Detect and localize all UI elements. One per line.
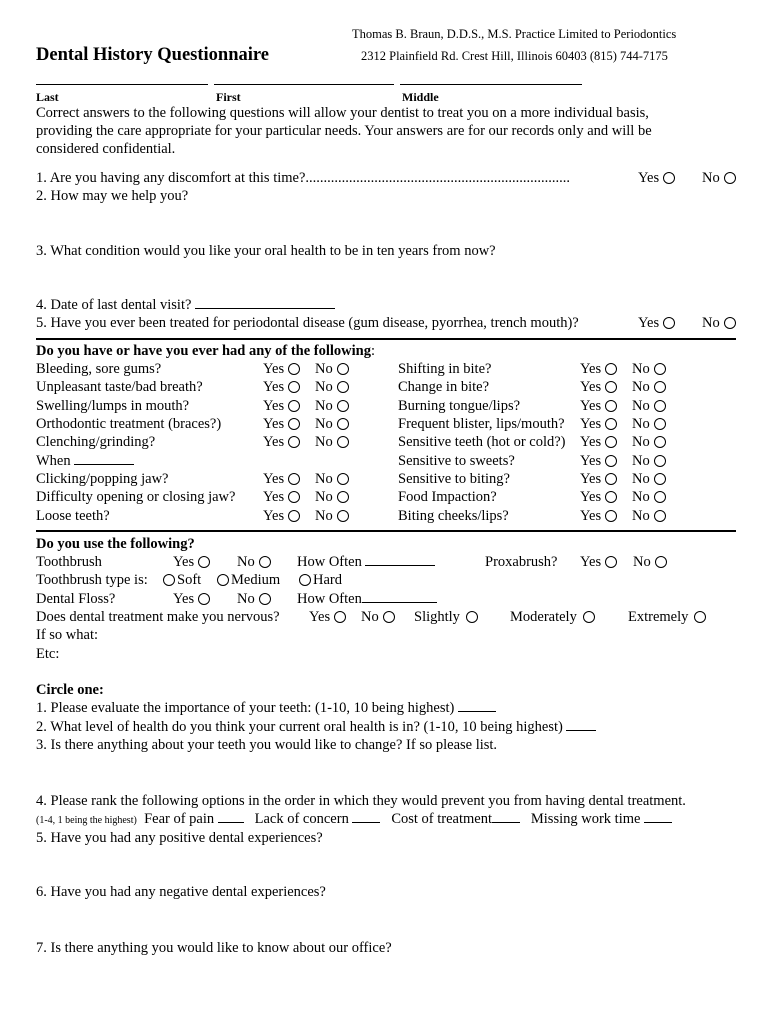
condition-right-0 [398, 361, 491, 378]
no-label: No [237, 591, 255, 607]
conditions-heading-text: Do you have or have you ever had any of the following [36, 343, 371, 359]
condition-label: Change in bite? [398, 379, 490, 395]
cond-left-yes-radio-4[interactable] [288, 436, 300, 448]
yes-label: Yes [638, 170, 660, 186]
cond-left-yes-6 [263, 471, 300, 488]
no-label: No [632, 379, 650, 395]
no-label: No [315, 416, 333, 432]
cond-left-no-radio-8[interactable] [337, 510, 349, 522]
cond-right-no-radio-4[interactable] [654, 436, 666, 448]
proxabrush-no [633, 554, 667, 571]
conditions-heading-colon: : [371, 343, 376, 359]
no-label: No [361, 609, 379, 625]
yes-label: Yes [638, 315, 660, 331]
condition-label: Burning tongue/lips? [398, 398, 521, 414]
cond-right-yes-radio-2[interactable] [605, 400, 617, 412]
no-label: No [632, 398, 650, 414]
question-1: 1. Are you having any discomfort at this time?......................................................................... [36, 170, 571, 186]
condition-left-4 [36, 434, 155, 451]
concern-rank-field[interactable] [352, 821, 380, 823]
no-label: No [315, 379, 333, 395]
floss-no-radio[interactable] [259, 593, 271, 605]
hard-label: Hard [313, 572, 342, 588]
cond-right-yes-4 [580, 434, 617, 451]
last-name-label: Last [36, 90, 59, 104]
cond-left-no-radio-2[interactable] [337, 400, 349, 412]
cond-left-no-6 [315, 471, 349, 488]
toothbrush-no [237, 554, 271, 571]
proxabrush-label: Proxabrush? [485, 554, 558, 570]
medium-label: Medium [231, 572, 281, 588]
cond-left-no-7 [315, 489, 349, 506]
condition-right-7 [398, 489, 497, 506]
q1-yes [638, 170, 675, 187]
first-name-field[interactable] [214, 84, 394, 85]
cond-right-no-radio-7[interactable] [654, 491, 666, 503]
cond-left-yes-8 [263, 508, 300, 525]
cond-left-yes-1 [263, 379, 300, 396]
health-level-field[interactable] [566, 729, 596, 731]
yes-label: Yes [580, 398, 602, 414]
nervous-moderately [510, 609, 595, 626]
condition-right-6 [398, 471, 510, 488]
cond-right-no-2 [632, 398, 666, 415]
moderately-label: Moderately [510, 609, 577, 625]
floss-yes [173, 591, 210, 608]
cond-right-yes-0 [580, 361, 617, 378]
when-label: When [36, 453, 71, 469]
q1-no-radio[interactable] [724, 172, 736, 184]
q1-no [702, 170, 736, 187]
intro-line-1: Correct answers to the following questions will allow your dentist to treat you on a more individual basis, [36, 105, 649, 121]
q5-no-radio[interactable] [724, 317, 736, 329]
circle-question-1 [36, 700, 496, 717]
condition-right-5 [398, 453, 515, 470]
yes-label: Yes [580, 471, 602, 487]
condition-label: Food Impaction? [398, 489, 497, 505]
cond-right-yes-radio-3[interactable] [605, 418, 617, 430]
how-often-label: How Often [297, 591, 362, 607]
toothbrush-no-radio[interactable] [259, 556, 271, 568]
cond-right-yes-radio-7[interactable] [605, 491, 617, 503]
condition-label: Difficulty opening or closing jaw? [36, 489, 236, 505]
floss-how-often [297, 591, 437, 608]
soft-label: Soft [177, 572, 202, 588]
condition-label: Clicking/popping jaw? [36, 471, 169, 487]
circle-question-6: 6. Have you had any negative dental experiences? [36, 884, 326, 900]
toothbrush-yes [173, 554, 210, 571]
question-3: 3. What condition would you like your oral health to be in ten years from now? [36, 243, 496, 259]
first-name-label: First [216, 90, 241, 104]
no-label: No [632, 471, 650, 487]
circle-question-1-text: 1. Please evaluate the importance of your teeth: (1-10, 10 being highest) [36, 700, 455, 716]
brush-soft [163, 572, 201, 589]
nervous-no-radio[interactable] [383, 611, 395, 623]
yes-label: Yes [309, 609, 331, 625]
no-label: No [315, 471, 333, 487]
yes-label: Yes [263, 489, 285, 505]
middle-name-field[interactable] [400, 84, 582, 85]
cond-left-yes-radio-7[interactable] [288, 491, 300, 503]
cond-left-no-radio-4[interactable] [337, 436, 349, 448]
yes-label: Yes [173, 554, 195, 570]
cond-right-no-1 [632, 379, 666, 396]
etc-label: Etc: [36, 646, 60, 662]
nervous-extremely [628, 609, 706, 626]
toothbrush-frequency-field[interactable] [365, 564, 435, 566]
circle-question-2-text: 2. What level of health do you think your current oral health is in? (1-10, 10 being highest) [36, 719, 563, 735]
cond-right-no-7 [632, 489, 666, 506]
no-label: No [702, 170, 720, 186]
floss-frequency-field[interactable] [362, 601, 437, 603]
toothbrush-yes-radio[interactable] [198, 556, 210, 568]
no-label: No [315, 361, 333, 377]
condition-label: Bleeding, sore gums? [36, 361, 162, 377]
yes-label: Yes [173, 591, 195, 607]
conditions-heading [36, 343, 375, 360]
cond-left-no-0 [315, 361, 349, 378]
no-label: No [632, 416, 650, 432]
yes-label: Yes [580, 554, 602, 570]
no-label: No [315, 508, 333, 524]
circle-heading: Circle one: [36, 682, 104, 698]
last-visit-field[interactable] [195, 307, 335, 309]
section-divider [36, 530, 736, 532]
cond-right-no-0 [632, 361, 666, 378]
cond-left-no-radio-6[interactable] [337, 473, 349, 485]
cond-right-yes-radio-5[interactable] [605, 455, 617, 467]
fear-label: Fear of pain [144, 811, 215, 827]
when-field[interactable] [74, 463, 134, 465]
cond-right-no-radio-0[interactable] [654, 363, 666, 375]
slightly-radio[interactable] [466, 611, 478, 623]
importance-field[interactable] [458, 710, 496, 712]
no-label: No [632, 508, 650, 524]
q5-yes-radio[interactable] [663, 317, 675, 329]
cond-left-no-8 [315, 508, 349, 525]
condition-label: Sensitive to biting? [398, 471, 510, 487]
brush-soft-radio[interactable] [163, 574, 175, 586]
condition-left-3 [36, 416, 221, 433]
cond-right-no-radio-2[interactable] [654, 400, 666, 412]
cond-right-no-5 [632, 453, 666, 470]
brush-medium-radio[interactable] [217, 574, 229, 586]
cond-left-yes-7 [263, 489, 300, 506]
cond-right-no-6 [632, 471, 666, 488]
cond-right-yes-radio-4[interactable] [605, 436, 617, 448]
cond-right-no-radio-1[interactable] [654, 381, 666, 393]
no-label: No [632, 434, 650, 450]
use-heading: Do you use the following? [36, 536, 195, 552]
yes-label: Yes [263, 508, 285, 524]
circle-question-7: 7. Is there anything you would like to know about our office? [36, 940, 392, 956]
brush-medium [217, 572, 280, 589]
cond-left-yes-radio-3[interactable] [288, 418, 300, 430]
yes-label: Yes [580, 361, 602, 377]
nervous-label: Does dental treatment make you nervous? [36, 609, 280, 625]
practice-name: Thomas B. Braun, D.D.S., M.S. Practice Limited to Periodontics [352, 27, 677, 41]
no-label: No [632, 489, 650, 505]
nervous-yes [309, 609, 346, 626]
condition-label: Shifting in bite? [398, 361, 492, 377]
toothbrush-label: Toothbrush [36, 554, 102, 570]
question-4 [36, 297, 335, 314]
condition-label: Loose teeth? [36, 508, 110, 524]
no-label: No [702, 315, 720, 331]
how-often-label: How Often [297, 554, 362, 570]
extremely-radio[interactable] [694, 611, 706, 623]
no-label: No [315, 434, 333, 450]
brush-type-label: Toothbrush type is: [36, 572, 148, 588]
cond-left-yes-3 [263, 416, 300, 433]
floss-no [237, 591, 271, 608]
section-divider [36, 338, 736, 340]
condition-left-1 [36, 379, 203, 396]
cond-left-no-radio-1[interactable] [337, 381, 349, 393]
circle-question-5: 5. Have you had any positive dental experiences? [36, 830, 323, 846]
cond-left-yes-radio-1[interactable] [288, 381, 300, 393]
question-5: 5. Have you ever been treated for periodontal disease (gum disease, pyorrhea, trench mouth)? [36, 315, 579, 331]
cond-left-no-radio-3[interactable] [337, 418, 349, 430]
cond-right-yes-radio-1[interactable] [605, 381, 617, 393]
cost-label: Cost of treatment [391, 811, 492, 827]
yes-label: Yes [580, 489, 602, 505]
cond-left-no-radio-7[interactable] [337, 491, 349, 503]
question-4-label: 4. Date of last dental visit? [36, 297, 192, 313]
yes-label: Yes [263, 471, 285, 487]
condition-label: Sensitive to sweets? [398, 453, 515, 469]
cond-right-yes-3 [580, 416, 617, 433]
cond-right-no-3 [632, 416, 666, 433]
proxabrush-yes [580, 554, 617, 571]
cond-right-no-radio-6[interactable] [654, 473, 666, 485]
rank-row [36, 811, 672, 828]
nervous-no [361, 609, 395, 626]
cond-left-yes-0 [263, 361, 300, 378]
cond-right-no-radio-3[interactable] [654, 418, 666, 430]
cond-right-yes-1 [580, 379, 617, 396]
floss-label: Dental Floss? [36, 591, 116, 607]
floss-yes-radio[interactable] [198, 593, 210, 605]
no-label: No [315, 489, 333, 505]
cond-right-no-8 [632, 508, 666, 525]
cond-left-yes-radio-6[interactable] [288, 473, 300, 485]
yes-label: Yes [263, 398, 285, 414]
yes-label: Yes [580, 379, 602, 395]
condition-left-2 [36, 398, 189, 415]
rank-note: (1-4, 1 being the highest) [36, 815, 137, 826]
if-so-label: If so what: [36, 627, 99, 643]
q5-no [702, 315, 736, 332]
cond-left-no-2 [315, 398, 349, 415]
condition-right-8 [398, 508, 509, 525]
cond-right-yes-radio-6[interactable] [605, 473, 617, 485]
condition-label: Swelling/lumps in mouth? [36, 398, 190, 414]
middle-name-label: Middle [402, 90, 439, 104]
condition-left-6 [36, 471, 169, 488]
yes-label: Yes [263, 416, 285, 432]
yes-label: Yes [580, 508, 602, 524]
yes-label: Yes [580, 416, 602, 432]
cond-left-no-1 [315, 379, 349, 396]
circle-question-2 [36, 719, 596, 736]
q5-yes [638, 315, 675, 332]
toothbrush-how-often [297, 554, 435, 571]
condition-right-3 [398, 416, 565, 433]
cond-right-yes-7 [580, 489, 617, 506]
cond-left-yes-radio-2[interactable] [288, 400, 300, 412]
cond-right-no-radio-5[interactable] [654, 455, 666, 467]
cond-right-yes-8 [580, 508, 617, 525]
condition-label: Clenching/grinding? [36, 434, 156, 450]
q1-yes-radio[interactable] [663, 172, 675, 184]
condition-right-1 [398, 379, 489, 396]
no-label: No [633, 554, 651, 570]
work-label: Missing work time [530, 811, 641, 827]
cond-right-yes-6 [580, 471, 617, 488]
condition-label: Unpleasant taste/bad breath? [36, 379, 203, 395]
condition-label: Biting cheeks/lips? [398, 508, 509, 524]
slightly-label: Slightly [414, 609, 460, 625]
cond-left-yes-4 [263, 434, 300, 451]
condition-label: Orthodontic treatment (braces?) [36, 416, 222, 432]
cond-right-no-4 [632, 434, 666, 451]
condition-left-5 [36, 453, 134, 470]
condition-left-7 [36, 489, 235, 506]
condition-right-2 [398, 398, 520, 415]
fear-rank-field[interactable] [218, 821, 244, 823]
brush-hard [299, 572, 342, 589]
extremely-label: Extremely [628, 609, 689, 625]
condition-label: Sensitive teeth (hot or cold?) [398, 434, 566, 450]
condition-right-4 [398, 434, 566, 451]
brush-hard-radio[interactable] [299, 574, 311, 586]
cond-left-no-3 [315, 416, 349, 433]
cond-right-no-radio-8[interactable] [654, 510, 666, 522]
question-2: 2. How may we help you? [36, 188, 189, 204]
cond-left-no-radio-0[interactable] [337, 363, 349, 375]
nervous-slightly [414, 609, 478, 626]
condition-left-0 [36, 361, 161, 378]
work-rank-field[interactable] [644, 821, 672, 823]
yes-label: Yes [580, 453, 602, 469]
cond-left-yes-radio-8[interactable] [288, 510, 300, 522]
last-name-field[interactable] [36, 84, 208, 85]
yes-label: Yes [263, 361, 285, 377]
intro-line-2: providing the care appropriate for your particular needs. Your answers are for our records only and will be [36, 123, 652, 139]
no-label: No [632, 361, 650, 377]
no-label: No [315, 398, 333, 414]
proxabrush-yes-radio[interactable] [605, 556, 617, 568]
yes-label: Yes [263, 434, 285, 450]
intro-line-3: considered confidential. [36, 141, 176, 157]
cond-right-yes-5 [580, 453, 617, 470]
cond-right-yes-radio-0[interactable] [605, 363, 617, 375]
moderately-radio[interactable] [583, 611, 595, 623]
nervous-yes-radio[interactable] [334, 611, 346, 623]
condition-left-8 [36, 508, 110, 525]
no-label: No [632, 453, 650, 469]
circle-question-4: 4. Please rank the following options in the order in which they would prevent you from having dental treatment. [36, 793, 686, 809]
concern-label: Lack of concern [254, 811, 349, 827]
cost-rank-field[interactable] [492, 821, 520, 823]
proxabrush-no-radio[interactable] [655, 556, 667, 568]
condition-label: Frequent blister, lips/mouth? [398, 416, 565, 432]
cond-left-yes-radio-0[interactable] [288, 363, 300, 375]
cond-right-yes-radio-8[interactable] [605, 510, 617, 522]
form-title: Dental History Questionnaire [36, 45, 269, 65]
yes-label: Yes [263, 379, 285, 395]
cond-left-no-4 [315, 434, 349, 451]
practice-address: 2312 Plainfield Rd. Crest Hill, Illinois 60403 (815) 744-7175 [361, 49, 668, 63]
circle-question-3: 3. Is there anything about your teeth you would like to change? If so please list. [36, 737, 498, 753]
yes-label: Yes [580, 434, 602, 450]
no-label: No [237, 554, 255, 570]
cond-left-yes-2 [263, 398, 300, 415]
cond-right-yes-2 [580, 398, 617, 415]
